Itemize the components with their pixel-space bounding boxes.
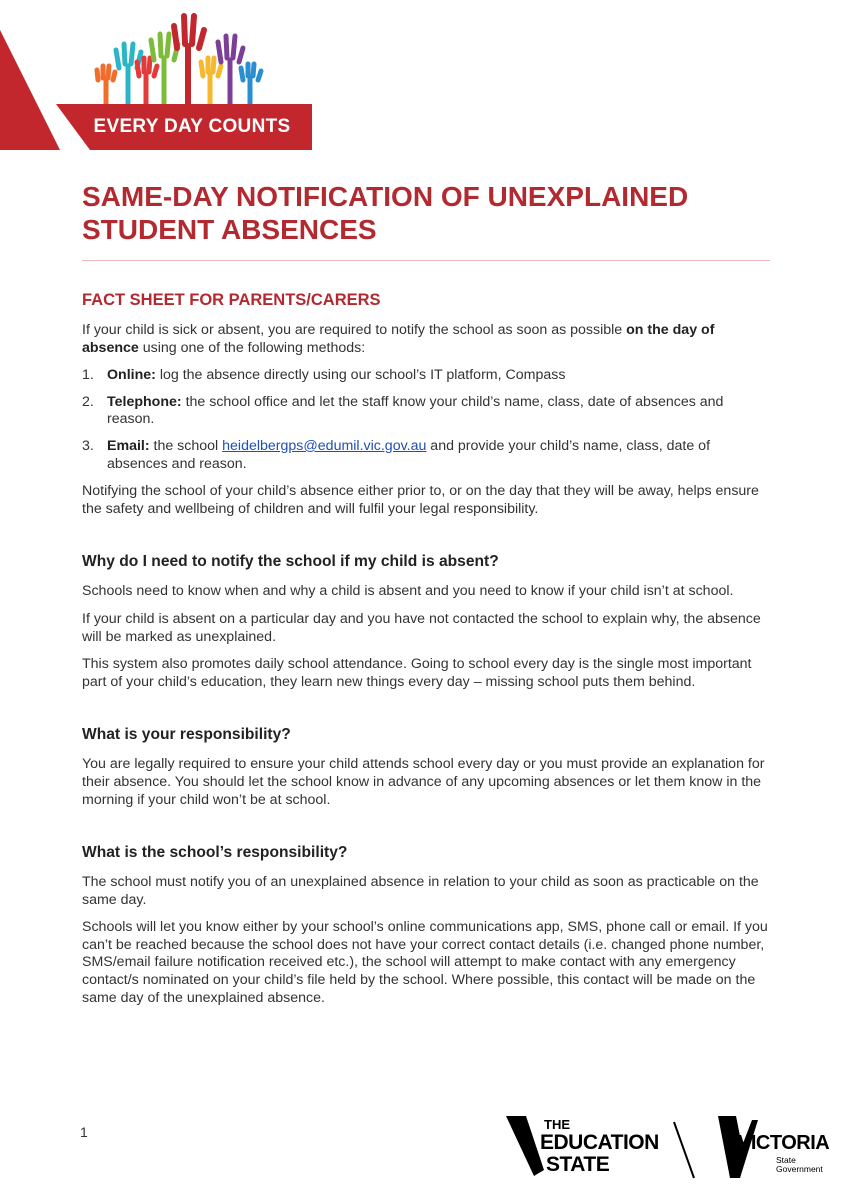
section-heading-school-responsibility: What is the school’s responsibility? bbox=[82, 844, 348, 862]
intro-paragraph: If your child is sick or absent, you are required to notify the school as soon as possible on the day of absence using one of the following methods: bbox=[82, 322, 715, 356]
school-email-link[interactable]: heidelbergps@edumil.vic.gov.au bbox=[222, 437, 427, 454]
paragraph: The school must notify you of an unexplained absence in relation to your child as soon as practicable on the same day. bbox=[82, 874, 759, 908]
education-state-education: EDUCATION bbox=[540, 1131, 659, 1154]
every-day-counts-label: EVERY DAY COUNTS bbox=[93, 116, 291, 137]
paragraph: This system also promotes daily school attendance. Going to school every day is the single most important part of your child’s education, they learn new things every day – missing school puts them behind. bbox=[82, 656, 752, 690]
document-body bbox=[82, 290, 772, 1017]
victoria-wordmark: VICTORIA bbox=[738, 1132, 830, 1154]
list-item: 2. Telephone: the school office and let the staff know your child’s name, class, date of absences and reason. bbox=[82, 393, 724, 428]
closing-paragraph: Notifying the school of your child’s absence either prior to, or on the day that they will be away, helps ensure the safety and wellbeing of children and will fulfil your legal responsibility. bbox=[82, 483, 759, 517]
victoria-state-government: State Government bbox=[776, 1155, 823, 1174]
education-state-the: THE bbox=[544, 1117, 570, 1132]
list-item: 3. Email: the school heidelbergps@edumil.vic.gov.au and provide your child’s name, class, date of absences and reason. bbox=[82, 437, 711, 472]
page-title: SAME-DAY NOTIFICATION OF UNEXPLAINED STUDENT ABSENCES bbox=[82, 181, 689, 245]
paragraph: If your child is absent on a particular day and you have not contacted the school to explain why, the absence will be marked as unexplained. bbox=[82, 610, 761, 645]
list-item: 1. Online: log the absence directly using our school’s IT platform, Compass bbox=[82, 367, 566, 384]
title-divider bbox=[82, 260, 770, 261]
raised-hands-illustration bbox=[88, 8, 278, 108]
paragraph: Schools will let you know either by your school’s online communications app, SMS, phone call or email. If you can’t be reached because the school does not have your correct contact details (i.e. changed phone number, SMS/email failure notification received etc.), the school will attempt to make contact with any emergency contact/s nominated on your child’s file held by the school. Where possible, this contact will be made on the same day of the unexplained absence. bbox=[82, 919, 768, 1006]
paragraph: You are legally required to ensure your child attends school every day or you must provide an explanation for their absence. You should let the school know in advance of any upcoming absences or let them know in the morning if your child won’t be at school. bbox=[82, 756, 765, 808]
page-number: 1 bbox=[80, 1124, 88, 1140]
notification-methods-list bbox=[82, 367, 772, 473]
section-heading-why-notify: Why do I need to notify the school if my child is absent? bbox=[82, 553, 499, 571]
section-heading-your-responsibility: What is your responsibility? bbox=[82, 726, 291, 744]
fact-sheet-heading: FACT SHEET FOR PARENTS/CARERS bbox=[82, 291, 381, 309]
education-state-state: STATE bbox=[546, 1153, 610, 1176]
banner-triangle bbox=[0, 0, 80, 160]
paragraph: Schools need to know when and why a child is absent and you need to know if your child isn’t at school. bbox=[82, 583, 734, 600]
